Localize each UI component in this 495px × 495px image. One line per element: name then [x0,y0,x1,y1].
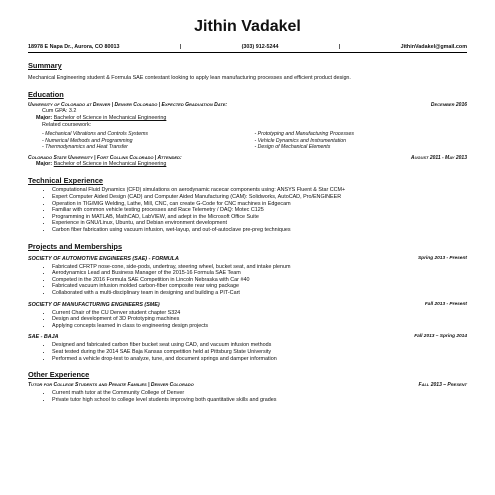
school-2-date: August 2011 - May 2013 [410,155,467,162]
list-item: • Computational Fluid Dynamics (CFD) simulations on aerodynamic racecar components using: ANSYS Fluent & Star CCM+ [52,187,467,194]
summary-text: Mechanical Engineering student & Formula SAE contestant looking to apply lean manufacturing processes and efficient product design. [28,75,351,81]
gpa: Cum GPA: 3.2 [42,108,77,115]
separator: | [179,44,182,50]
org-name: SOCIETY OF MANUFACTURING ENGINEERS (SME) [28,301,160,308]
major-label: Major: [36,161,53,168]
list-item: • Designed and fabricated carbon fiber bucket seat using CAD, and vacuum infusion methods [52,342,467,349]
education-title: Education [28,90,64,100]
course-item: - Prototyping and Manufacturing Processes [254,131,354,138]
list-item: • Current math tutor at the Community College of Denver [52,390,467,397]
course-item: - Thermodynamics and Heat Transfer [42,144,128,151]
contact-line [28,44,467,53]
org-list [28,310,467,330]
school-1-major [28,115,467,122]
tutor-dates: Fall 2013 – Present [418,382,467,389]
email: JithinVadakel@gmail.com [400,44,467,50]
org-header [28,334,467,340]
list-item: • Competed in the 2016 Formula SAE Competition in Lincoln Nebraska with Car #40 [52,277,467,284]
list-item: • Aerodynamics Lead and Business Manager of the 2015-16 Formula SAE Team [52,270,467,277]
technical-list [28,187,467,233]
org-name: SOCIETY OF AUTOMOTIVE ENGINEERS (SAE) - FORMULA [28,255,179,262]
list-item: • Design and development of 3D Prototyping machines [52,316,467,323]
list-item: • Collaborated with a multi-disciplinary team in designing and building a PIT-Cart [52,290,467,297]
list-item: • Carbon fiber fabrication using vacuum infusion, wet-layup, and out-of-autoclave pre-preg techniques [52,227,467,234]
list-item: • Familiar with common vehicle testing processes and Race Telemetry / DAQ: Motec C125 [52,207,467,214]
tutor-line [28,382,467,388]
org-dates: Fall 2013 – Spring 2014 [414,334,467,340]
resume-name: Jithin Vadakel [194,18,301,35]
org-dates: Spring 2013 - Present [417,255,467,261]
list-item: • Operation in TIG/MIG Welding, Lathe, Mill, CNC, can create G-Code for CNC machines in Edgecam [52,201,467,208]
list-item: • Current Chair of the CU Denver student chapter S324 [52,310,467,317]
tutor-list [28,390,467,403]
major-label: Major: [36,115,53,122]
course-item: - Design of Mechanical Elements [254,144,331,151]
school-2-major [28,161,467,168]
major-value: Bachelor of Science in Mechanical Engineering [53,115,167,122]
org-header [28,302,467,308]
school-1-date: December 2016 [430,102,467,109]
school-2-info: Colorado State University | Fort Collins Colorado | Attended: [28,155,182,162]
list-item: • Performed a vehicle drop-test to analyze, tune, and document springs and damper information [52,356,467,363]
list-item: • Programming in MATLAB, MathCAD, LabVIEW, and adept in the Microsoft Office Suite [52,214,467,221]
other-title: Other Experience [28,370,90,380]
address: 18978 E Napa Dr., Aurora, CO 80013 [28,44,120,50]
org-name: SAE - BAJA [28,334,59,341]
org-list [28,342,467,362]
course-item: - Numerical Methods and Programming [42,137,133,144]
coursework-label: Related coursework: [42,122,92,129]
phone: (303) 912-5244 [241,44,279,50]
summary-title: Summary [28,61,62,70]
list-item: • Expert Computer Aided Design (CAD) and Computer Aided Manufacturing (CAM): Solidworks, AutoCAD, Pro/ENGINEER [52,194,467,201]
course-item: - Vehicle Dynamics and Instrumentation [254,137,346,144]
list-item: • Applying concepts learned in class to engineering design projects [52,323,467,330]
course-item: - Mechanical Vibrations and Controls Systems [42,131,149,138]
major-value: Bachelor of Science in Mechanical Engineering [53,161,167,168]
list-item: • Seat tested during the 2014 SAE Baja Kansas competition held at Pittsburg State University [52,349,467,356]
list-item: • Fabricated CFRTP nose-cone, side-pods, undertray, steering wheel, bucket seat, and intake plenum [52,264,467,271]
tutor-info: Tutor for College Students and Private Families | Denver Colorado [28,382,194,389]
projects-title: Projects and Memberships [28,241,123,251]
list-item: • Private tutor high school to college level students improving both quantitative skills and grades [52,397,467,404]
list-item: • Fabricated vacuum infusion molded carbon-fiber composite rear wing package [52,283,467,290]
org-header [28,256,467,262]
org-list [28,264,467,297]
separator: | [338,44,341,50]
course-list [28,131,467,150]
school-1-info: University of Colorado at Denver | Denver Colorado | Expected Graduation Date: [28,102,228,109]
list-item: • Experience in GNU/Linux, Ubuntu, and Debian environment development [52,220,467,227]
org-dates: Fall 2013 - Present [424,301,467,307]
technical-title: Technical Experience [28,176,104,186]
